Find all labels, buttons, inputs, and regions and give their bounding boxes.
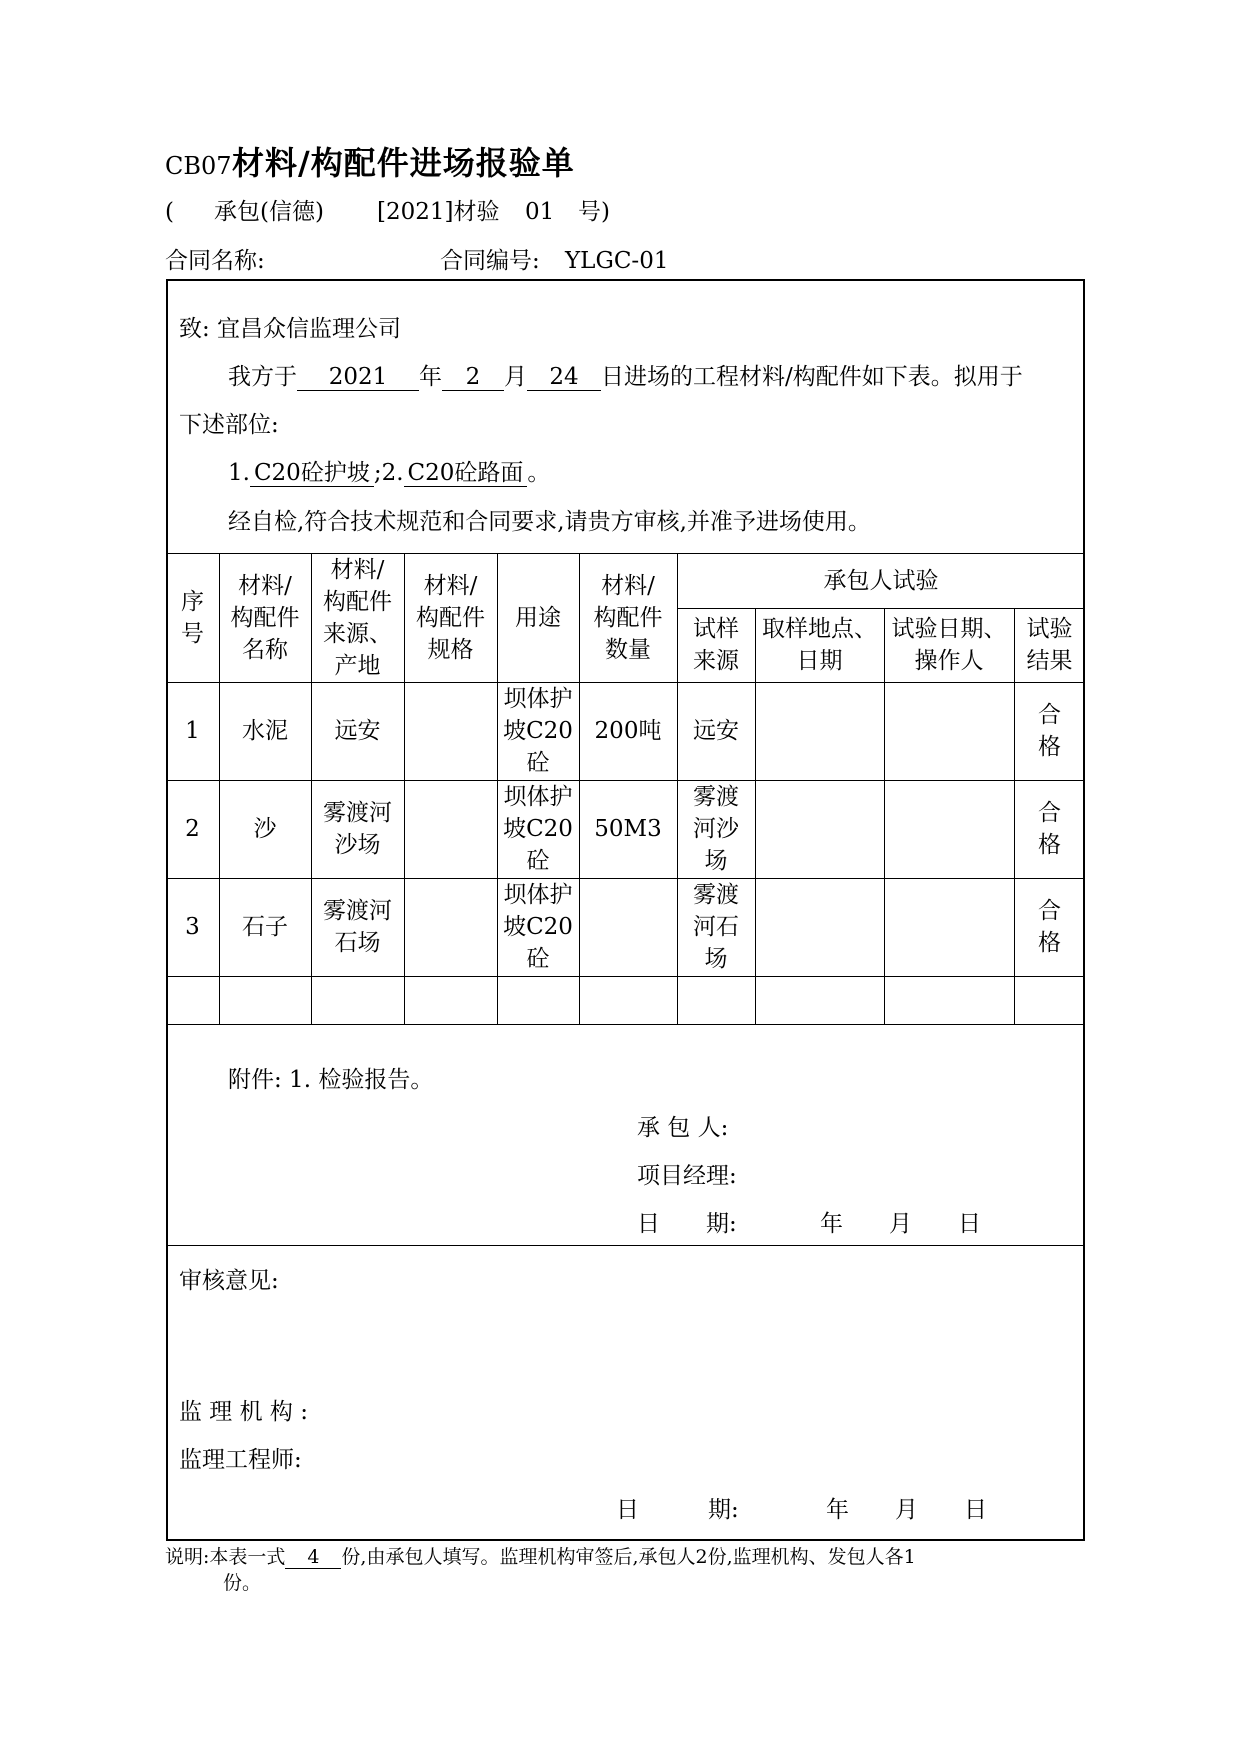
row-1-usage: 坝体护 坡C20 砼	[503, 686, 573, 776]
header-seq: 序 号	[181, 588, 204, 647]
row-1-name: 水泥	[242, 718, 288, 744]
row-1-sample-place	[755, 682, 884, 780]
ref-year: [2021]材验	[377, 199, 500, 225]
header-contractor-test: 承包人试验	[823, 567, 939, 594]
row-3-sample-source: 雾渡 河石 场	[693, 882, 739, 972]
row-1-test-date	[884, 682, 1014, 780]
footnote-suffix: 份,由承包人填写。监理机构审签后,承包人2份,监理机构、发包人各1	[341, 1546, 916, 1568]
row-3-result: 合 格	[1038, 898, 1061, 956]
loc-end: 。	[527, 460, 551, 486]
usage-locations	[228, 458, 550, 488]
row-3-bottom-line	[166, 976, 1085, 977]
footnote-copies: 4	[285, 1546, 341, 1569]
arrival-day: 24	[527, 364, 601, 391]
row-3-qty	[579, 878, 677, 976]
form-title: 材料/构配件进场报验单	[232, 144, 575, 182]
row-3-spec	[404, 878, 497, 976]
row-2-qty: 50M3	[594, 816, 662, 842]
loc1-prefix: 1.	[228, 460, 250, 486]
header-test-result: 试验 结果	[1026, 616, 1073, 674]
row-2-result: 合 格	[1038, 800, 1061, 858]
row-3-seq: 3	[185, 914, 200, 940]
letter-paragraph-1-line2: 下述部位:	[179, 412, 279, 438]
header-material-origin: 材料/ 构配件 来源、 产地	[323, 556, 392, 679]
contractor-label: 承 包 人:	[637, 1115, 729, 1141]
review-divider	[166, 1245, 1085, 1246]
row-2-sample-place	[755, 780, 884, 878]
row-3-origin: 雾渡河 石场	[323, 898, 392, 956]
location-2: C20砼路面	[404, 460, 528, 487]
header-material-qty: 材料/ 构配件 数量	[593, 572, 663, 663]
footnote-line2: 份。	[223, 1572, 262, 1594]
p1-prefix: 我方于	[228, 364, 297, 390]
ref-unit: 承包(信德)	[214, 199, 324, 225]
header-material-name: 材料/ 构配件 名称	[230, 572, 300, 663]
row-1-result: 合 格	[1038, 702, 1061, 760]
contract-no-label: 合同编号:	[440, 248, 540, 274]
footnote	[165, 1544, 916, 1570]
row-1-seq: 1	[185, 718, 200, 744]
contractor-date-label: 日 期:	[637, 1211, 737, 1237]
row-2-usage: 坝体护 坡C20 砼	[503, 784, 573, 874]
ref-close: 号)	[578, 199, 610, 225]
row-1-origin: 远安	[334, 718, 381, 744]
review-date-label: 日 期:	[616, 1497, 739, 1523]
loc-sep: ;2.	[373, 460, 404, 486]
header-usage: 用途	[515, 604, 561, 631]
contractor-date-ymd: 年 月 日	[820, 1211, 981, 1237]
location-1: C20砼护坡	[250, 460, 374, 487]
header-material-spec: 材料/ 构配件 规格	[416, 572, 485, 663]
row-2-origin: 雾渡河 沙场	[323, 800, 392, 858]
review-opinion-label: 审核意见:	[179, 1268, 279, 1294]
supervision-org-label: 监 理 机 构 :	[179, 1399, 308, 1425]
p1-suffix: 日进场的工程材料/构配件如下表。拟用于	[601, 364, 1023, 390]
header-sample-place: 取样地点、 日期	[762, 616, 877, 674]
header-sample-source: 试样 来源	[693, 616, 739, 674]
supervision-engineer-label: 监理工程师:	[179, 1447, 302, 1473]
table-bottom-line	[166, 1024, 1085, 1025]
arrival-month: 2	[442, 364, 504, 391]
project-manager-label: 项目经理:	[637, 1163, 737, 1189]
row-1-qty: 200吨	[594, 718, 662, 744]
row-3-sample-place	[755, 878, 884, 976]
year-unit: 年	[419, 364, 442, 390]
row-1-sample-source: 远安	[693, 718, 739, 744]
contract-name-label: 合同名称:	[165, 248, 265, 274]
row-2-seq: 2	[185, 816, 200, 842]
review-date-ymd: 年 月 日	[826, 1497, 987, 1523]
header-test-date: 试验日期、 操作人	[891, 616, 1007, 674]
footnote-prefix: 说明:本表一式	[165, 1546, 286, 1568]
form-code: CB07	[165, 152, 232, 180]
ref-number: 01	[525, 199, 555, 225]
row-2-sample-source: 雾渡 河沙 场	[693, 784, 739, 874]
letter-paragraph-2: 经自检,符合技术规范和合同要求,请贵方审核,并准予进场使用。	[228, 509, 871, 535]
ref-open: (	[165, 199, 174, 225]
month-unit: 月	[504, 364, 527, 390]
row-3-usage: 坝体护 坡C20 砼	[503, 882, 573, 972]
row-2-test-date	[884, 780, 1014, 878]
letter-recipient: 致: 宜昌众信监理公司	[179, 316, 402, 342]
attachment-list: 附件: 1. 检验报告。	[228, 1067, 434, 1093]
row-1-spec	[404, 682, 497, 780]
letter-paragraph-1	[228, 362, 1023, 392]
row-3-test-date	[884, 878, 1014, 976]
row-2-name: 沙	[253, 816, 277, 842]
arrival-year: 2021	[297, 364, 419, 391]
row-2-spec	[404, 780, 497, 878]
contract-no-value: YLGC-01	[565, 248, 669, 274]
row-3-name: 石子	[242, 914, 288, 940]
